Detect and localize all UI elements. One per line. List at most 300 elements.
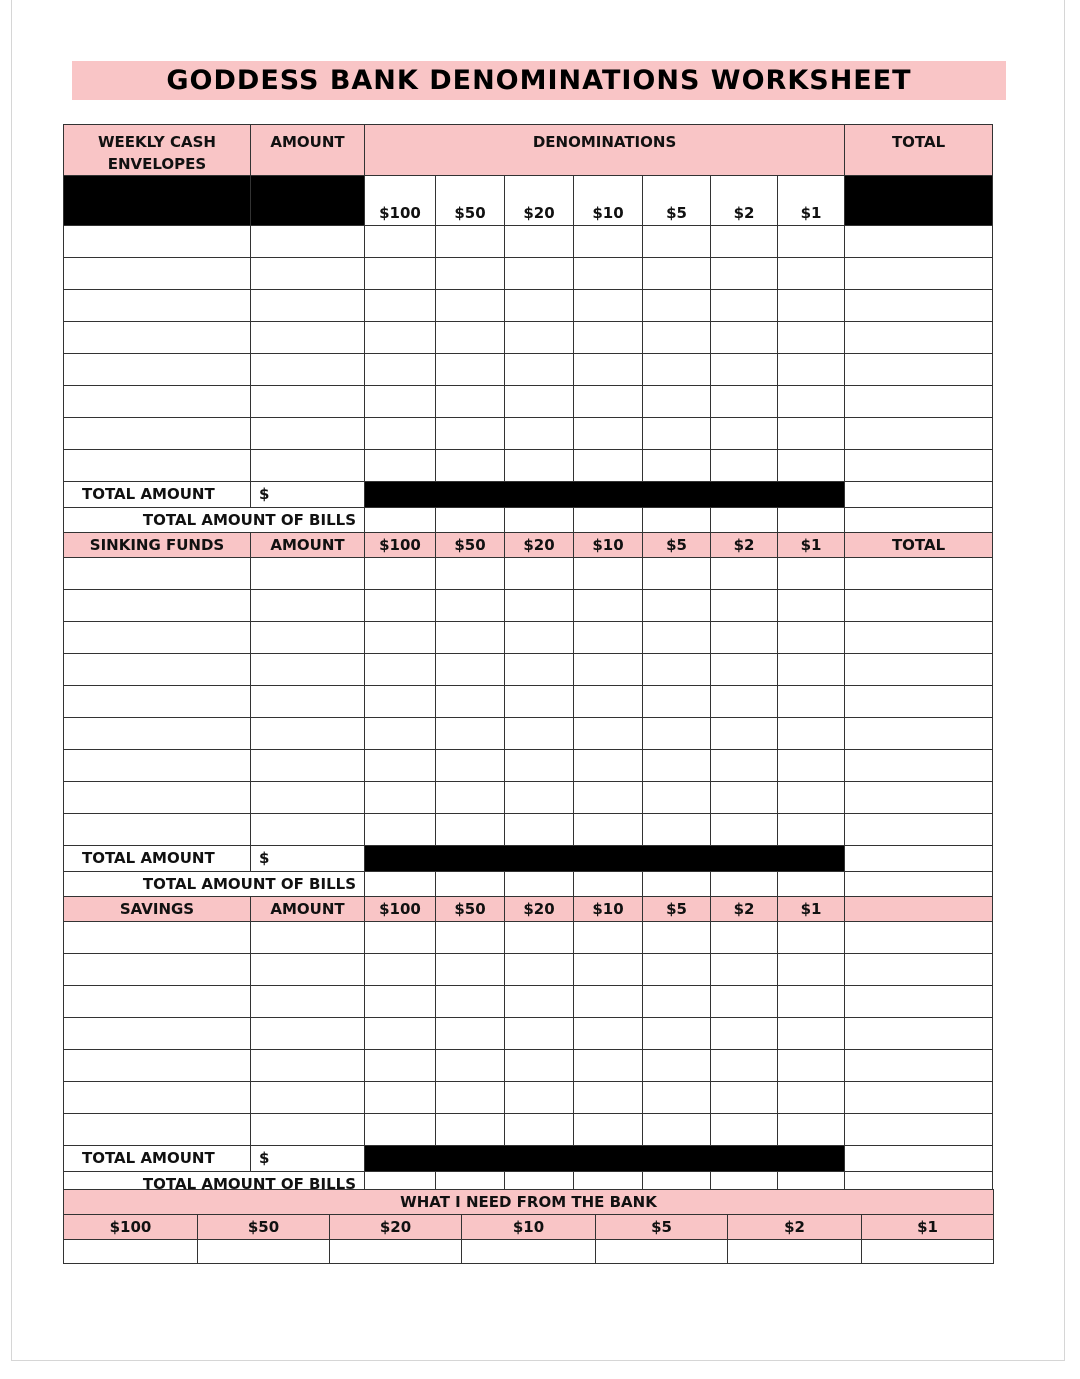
- weekly-entry-cell[interactable]: [251, 450, 365, 482]
- sinking-entry-cell[interactable]: [365, 654, 436, 686]
- savings-entry-cell[interactable]: [64, 1018, 251, 1050]
- sinking-entry-cell[interactable]: [505, 750, 574, 782]
- savings-total-amount-input[interactable]: $: [251, 1146, 365, 1172]
- weekly-entry-cell[interactable]: [711, 386, 778, 418]
- savings-entry-cell[interactable]: [711, 986, 778, 1018]
- sinking-entry-cell[interactable]: [64, 718, 251, 750]
- sinking-entry-cell[interactable]: [365, 750, 436, 782]
- sinking-entry-cell[interactable]: [64, 654, 251, 686]
- weekly-entry-cell[interactable]: [251, 290, 365, 322]
- sinking-entry-cell[interactable]: [505, 558, 574, 590]
- savings-entry-cell[interactable]: [574, 922, 643, 954]
- sinking-entry-cell[interactable]: [711, 814, 778, 846]
- sinking-entry-cell[interactable]: [436, 558, 505, 590]
- weekly-entry-cell[interactable]: [365, 258, 436, 290]
- bill-count-cell[interactable]: [365, 872, 436, 897]
- savings-entry-row: [64, 1018, 993, 1050]
- weekly-entry-cell[interactable]: [505, 258, 574, 290]
- savings-entry-cell[interactable]: [643, 1114, 711, 1146]
- sinking-entry-cell[interactable]: [436, 654, 505, 686]
- weekly-entry-cell[interactable]: [574, 258, 643, 290]
- sinking-entry-cell[interactable]: [436, 622, 505, 654]
- weekly-entry-cell[interactable]: [436, 322, 505, 354]
- weekly-entry-cell[interactable]: [64, 386, 251, 418]
- weekly-entry-cell[interactable]: [711, 418, 778, 450]
- weekly-entry-cell[interactable]: [436, 386, 505, 418]
- weekly-total-amount-input[interactable]: $: [251, 482, 365, 508]
- sinking-entry-cell[interactable]: [251, 750, 365, 782]
- weekly-entry-cell[interactable]: [64, 290, 251, 322]
- savings-entry-cell[interactable]: [505, 1050, 574, 1082]
- bank-need-cell[interactable]: [596, 1240, 728, 1264]
- sinking-entry-cell[interactable]: [778, 750, 845, 782]
- weekly-entry-cell[interactable]: [643, 386, 711, 418]
- weekly-entry-cell[interactable]: [251, 322, 365, 354]
- denominations-grid: [63, 124, 993, 1197]
- bill-count-cell[interactable]: [711, 872, 778, 897]
- weekly-entry-cell[interactable]: [365, 386, 436, 418]
- denom-header: $20: [505, 533, 574, 558]
- savings-entry-cell[interactable]: [845, 954, 993, 986]
- weekly-entry-cell[interactable]: [64, 226, 251, 258]
- weekly-envelopes-header: [64, 125, 251, 176]
- bill-count-cell[interactable]: [574, 872, 643, 897]
- savings-entry-cell[interactable]: [574, 1114, 643, 1146]
- savings-entry-cell[interactable]: [365, 954, 436, 986]
- savings-entry-cell[interactable]: [251, 1114, 365, 1146]
- sinking-entry-cell[interactable]: [436, 814, 505, 846]
- sinking-entry-cell[interactable]: [643, 654, 711, 686]
- bank-need-cell[interactable]: [728, 1240, 862, 1264]
- bill-count-cell[interactable]: [643, 508, 711, 533]
- weekly-entry-row: [64, 450, 993, 482]
- bank-need-cell[interactable]: [862, 1240, 994, 1264]
- sinking-entry-cell[interactable]: [505, 622, 574, 654]
- savings-total-bills-label: TOTAL AMOUNT OF BILLS: [64, 1172, 365, 1197]
- sinking-entry-cell[interactable]: [436, 750, 505, 782]
- savings-entry-cell[interactable]: [778, 1050, 845, 1082]
- sinking-entry-cell[interactable]: [711, 782, 778, 814]
- savings-entry-cell[interactable]: [778, 1018, 845, 1050]
- savings-entry-cell[interactable]: [251, 954, 365, 986]
- sinking-entry-cell[interactable]: [365, 558, 436, 590]
- weekly-entry-cell[interactable]: [574, 322, 643, 354]
- savings-entry-cell[interactable]: [365, 1114, 436, 1146]
- savings-entry-cell[interactable]: [643, 1018, 711, 1050]
- savings-entry-cell[interactable]: [574, 1082, 643, 1114]
- weekly-entry-row: [64, 258, 993, 290]
- sinking-total-amount-input[interactable]: $: [251, 846, 365, 872]
- savings-entry-cell[interactable]: [64, 986, 251, 1018]
- savings-entry-cell[interactable]: [845, 1018, 993, 1050]
- bill-count-cell[interactable]: [778, 872, 845, 897]
- denom-header: $50: [436, 533, 505, 558]
- weekly-entry-cell[interactable]: [643, 418, 711, 450]
- weekly-entry-cell[interactable]: [845, 322, 993, 354]
- sinking-entry-cell[interactable]: [778, 590, 845, 622]
- savings-entry-cell[interactable]: [64, 1082, 251, 1114]
- sinking-entry-cell[interactable]: [505, 590, 574, 622]
- savings-entry-cell[interactable]: [778, 954, 845, 986]
- weekly-entry-cell[interactable]: [365, 226, 436, 258]
- savings-entry-cell[interactable]: [574, 1050, 643, 1082]
- sinking-entry-cell[interactable]: [64, 622, 251, 654]
- weekly-entry-cell[interactable]: [711, 322, 778, 354]
- weekly-entry-row: [64, 290, 993, 322]
- savings-entry-cell[interactable]: [251, 1082, 365, 1114]
- sinking-entry-cell[interactable]: [365, 782, 436, 814]
- weekly-entry-cell[interactable]: [643, 354, 711, 386]
- weekly-entry-cell[interactable]: [365, 322, 436, 354]
- black-header-cell: [845, 176, 993, 226]
- black-header-cell: [64, 176, 251, 226]
- weekly-entry-cell[interactable]: [64, 450, 251, 482]
- sinking-entry-cell[interactable]: [251, 590, 365, 622]
- weekly-entry-cell[interactable]: [365, 450, 436, 482]
- savings-entry-cell[interactable]: [845, 1082, 993, 1114]
- sinking-entry-cell[interactable]: [845, 654, 993, 686]
- weekly-entry-cell[interactable]: [505, 290, 574, 322]
- savings-entry-cell[interactable]: [64, 1114, 251, 1146]
- sinking-entry-cell[interactable]: [365, 718, 436, 750]
- sinking-entry-cell[interactable]: [436, 686, 505, 718]
- savings-entry-cell[interactable]: [436, 1114, 505, 1146]
- sinking-entry-cell[interactable]: [643, 782, 711, 814]
- sinking-entry-cell[interactable]: [505, 782, 574, 814]
- sinking-entry-cell[interactable]: [845, 590, 993, 622]
- weekly-entry-cell[interactable]: [845, 418, 993, 450]
- savings-entry-cell[interactable]: [505, 1018, 574, 1050]
- sinking-entry-cell[interactable]: [574, 718, 643, 750]
- weekly-entry-cell[interactable]: [845, 258, 993, 290]
- sinking-entry-cell[interactable]: [643, 814, 711, 846]
- savings-entry-cell[interactable]: [845, 986, 993, 1018]
- sinking-entry-cell[interactable]: [778, 782, 845, 814]
- savings-entry-cell[interactable]: [778, 1114, 845, 1146]
- weekly-entry-cell[interactable]: [778, 290, 845, 322]
- sinking-entry-cell[interactable]: [778, 718, 845, 750]
- savings-entry-cell[interactable]: [643, 922, 711, 954]
- weekly-entry-cell[interactable]: [436, 226, 505, 258]
- weekly-entry-cell[interactable]: [64, 322, 251, 354]
- weekly-entry-cell[interactable]: [251, 354, 365, 386]
- weekly-entry-row: [64, 418, 993, 450]
- savings-entry-cell[interactable]: [778, 1082, 845, 1114]
- savings-entry-cell[interactable]: [845, 922, 993, 954]
- sinking-entry-cell[interactable]: [251, 654, 365, 686]
- weekly-entry-cell[interactable]: [711, 354, 778, 386]
- bill-count-cell[interactable]: [778, 508, 845, 533]
- weekly-entry-cell[interactable]: [505, 386, 574, 418]
- bill-count-cell[interactable]: [711, 508, 778, 533]
- black-bar: [365, 846, 845, 872]
- sinking-entry-cell[interactable]: [643, 590, 711, 622]
- weekly-entry-row: [64, 322, 993, 354]
- weekly-total-bills-label: TOTAL AMOUNT OF BILLS: [64, 508, 365, 533]
- sinking-entry-cell[interactable]: [845, 782, 993, 814]
- savings-entry-cell[interactable]: [845, 1050, 993, 1082]
- savings-entry-cell[interactable]: [251, 922, 365, 954]
- sinking-entry-cell[interactable]: [64, 750, 251, 782]
- sinking-entry-cell[interactable]: [711, 558, 778, 590]
- sinking-entry-cell[interactable]: [778, 814, 845, 846]
- sinking-entry-cell[interactable]: [778, 558, 845, 590]
- weekly-entry-cell[interactable]: [505, 354, 574, 386]
- sinking-entry-cell[interactable]: [643, 750, 711, 782]
- sinking-entry-cell[interactable]: [778, 622, 845, 654]
- weekly-entry-cell[interactable]: [845, 386, 993, 418]
- weekly-entry-row: [64, 386, 993, 418]
- sinking-entry-row: [64, 814, 993, 846]
- sinking-entry-cell[interactable]: [365, 686, 436, 718]
- sinking-entry-cell[interactable]: [365, 814, 436, 846]
- sinking-entry-cell[interactable]: [845, 558, 993, 590]
- savings-entry-cell[interactable]: [643, 1050, 711, 1082]
- savings-entry-cell[interactable]: [365, 922, 436, 954]
- sinking-total-cell[interactable]: [845, 846, 993, 872]
- savings-entry-cell[interactable]: [64, 922, 251, 954]
- bank-need-cell[interactable]: [330, 1240, 462, 1264]
- sinking-entry-cell[interactable]: [711, 590, 778, 622]
- sinking-entry-cell[interactable]: [505, 686, 574, 718]
- savings-entry-cell[interactable]: [711, 1018, 778, 1050]
- sinking-entry-cell[interactable]: [505, 654, 574, 686]
- sinking-entry-cell[interactable]: [251, 686, 365, 718]
- bank-need-cell[interactable]: [198, 1240, 330, 1264]
- savings-entry-cell[interactable]: [505, 1082, 574, 1114]
- savings-entry-cell[interactable]: [711, 1082, 778, 1114]
- savings-entry-cell[interactable]: [436, 954, 505, 986]
- weekly-entry-cell[interactable]: [574, 386, 643, 418]
- savings-entry-cell[interactable]: [64, 1050, 251, 1082]
- weekly-entry-cell[interactable]: [574, 418, 643, 450]
- weekly-entry-row: [64, 354, 993, 386]
- weekly-entry-cell[interactable]: [574, 450, 643, 482]
- savings-entry-cell[interactable]: [643, 954, 711, 986]
- weekly-entry-cell[interactable]: [845, 226, 993, 258]
- sinking-entry-cell[interactable]: [64, 782, 251, 814]
- weekly-entry-cell[interactable]: [574, 354, 643, 386]
- weekly-entry-cell[interactable]: [64, 354, 251, 386]
- sinking-entry-cell[interactable]: [365, 622, 436, 654]
- weekly-entry-cell[interactable]: [711, 290, 778, 322]
- sinking-entry-cell[interactable]: [574, 750, 643, 782]
- weekly-entry-cell[interactable]: [64, 258, 251, 290]
- bill-count-cell[interactable]: [845, 508, 993, 533]
- weekly-entry-cell[interactable]: [64, 418, 251, 450]
- sinking-entry-cell[interactable]: [251, 718, 365, 750]
- sinking-entry-cell[interactable]: [711, 750, 778, 782]
- savings-entry-cell[interactable]: [436, 1018, 505, 1050]
- savings-entry-cell[interactable]: [365, 1082, 436, 1114]
- bank-need-cell[interactable]: [462, 1240, 596, 1264]
- bill-count-cell[interactable]: [365, 508, 436, 533]
- sinking-entry-cell[interactable]: [643, 558, 711, 590]
- weekly-label-line1: WEEKLY CASH: [98, 133, 216, 151]
- savings-entry-cell[interactable]: [436, 922, 505, 954]
- savings-entry-cell[interactable]: [251, 1018, 365, 1050]
- sinking-entry-cell[interactable]: [778, 686, 845, 718]
- sinking-entry-cell[interactable]: [64, 558, 251, 590]
- denom-header: $2: [711, 897, 778, 922]
- bank-denom-header: $5: [596, 1215, 728, 1240]
- sinking-entry-cell[interactable]: [574, 622, 643, 654]
- savings-entry-cell[interactable]: [365, 1018, 436, 1050]
- weekly-entry-cell[interactable]: [845, 450, 993, 482]
- savings-entry-cell[interactable]: [845, 1114, 993, 1146]
- sinking-entry-cell[interactable]: [711, 654, 778, 686]
- weekly-entry-cell[interactable]: [505, 226, 574, 258]
- weekly-entry-cell[interactable]: [711, 226, 778, 258]
- sinking-entry-cell[interactable]: [845, 814, 993, 846]
- denom-header: $5: [643, 897, 711, 922]
- sinking-entry-cell[interactable]: [574, 782, 643, 814]
- sinking-entry-cell[interactable]: [436, 782, 505, 814]
- savings-entry-cell[interactable]: [711, 1114, 778, 1146]
- savings-entry-cell[interactable]: [711, 1050, 778, 1082]
- sinking-entry-cell[interactable]: [643, 686, 711, 718]
- sinking-entry-row: [64, 590, 993, 622]
- sinking-entry-cell[interactable]: [365, 590, 436, 622]
- sinking-entry-cell[interactable]: [574, 590, 643, 622]
- weekly-entry-cell[interactable]: [251, 258, 365, 290]
- sinking-entry-cell[interactable]: [643, 622, 711, 654]
- savings-entry-cell[interactable]: [643, 986, 711, 1018]
- sinking-entry-row: [64, 782, 993, 814]
- sinking-entry-cell[interactable]: [574, 814, 643, 846]
- weekly-entry-cell[interactable]: [643, 450, 711, 482]
- sinking-entry-cell[interactable]: [711, 622, 778, 654]
- sinking-entry-row: [64, 750, 993, 782]
- weekly-total-cell[interactable]: [845, 482, 993, 508]
- savings-entry-cell[interactable]: [251, 986, 365, 1018]
- sinking-entry-cell[interactable]: [845, 686, 993, 718]
- sinking-entry-cell[interactable]: [574, 654, 643, 686]
- weekly-entry-cell[interactable]: [574, 290, 643, 322]
- weekly-entry-cell[interactable]: [505, 322, 574, 354]
- sinking-entry-cell[interactable]: [711, 718, 778, 750]
- sinking-entry-cell[interactable]: [574, 558, 643, 590]
- weekly-entry-cell[interactable]: [643, 258, 711, 290]
- weekly-entry-cell[interactable]: [778, 386, 845, 418]
- savings-entry-cell[interactable]: [778, 922, 845, 954]
- weekly-entry-cell[interactable]: [505, 418, 574, 450]
- sinking-entry-cell[interactable]: [64, 590, 251, 622]
- savings-entry-cell[interactable]: [574, 986, 643, 1018]
- weekly-entry-cell[interactable]: [778, 226, 845, 258]
- weekly-entry-cell[interactable]: [436, 418, 505, 450]
- bill-count-cell[interactable]: [643, 872, 711, 897]
- weekly-entry-cell[interactable]: [643, 322, 711, 354]
- weekly-entry-cell[interactable]: [643, 290, 711, 322]
- weekly-entry-cell[interactable]: [251, 226, 365, 258]
- bank-need-cell[interactable]: [64, 1240, 198, 1264]
- weekly-entry-cell[interactable]: [574, 226, 643, 258]
- weekly-entry-cell[interactable]: [505, 450, 574, 482]
- weekly-entry-cell[interactable]: [778, 450, 845, 482]
- savings-entry-cell[interactable]: [436, 1082, 505, 1114]
- weekly-entry-cell[interactable]: [711, 450, 778, 482]
- sinking-entry-row: [64, 686, 993, 718]
- weekly-entry-cell[interactable]: [643, 226, 711, 258]
- weekly-entry-cell[interactable]: [778, 322, 845, 354]
- savings-entry-cell[interactable]: [64, 954, 251, 986]
- sinking-entry-cell[interactable]: [251, 814, 365, 846]
- savings-entry-cell[interactable]: [643, 1082, 711, 1114]
- weekly-entry-cell[interactable]: [365, 290, 436, 322]
- bill-count-cell[interactable]: [505, 508, 574, 533]
- bill-count-cell[interactable]: [436, 872, 505, 897]
- savings-entry-cell[interactable]: [505, 922, 574, 954]
- savings-entry-cell[interactable]: [778, 986, 845, 1018]
- weekly-entry-cell[interactable]: [251, 418, 365, 450]
- sinking-entry-cell[interactable]: [845, 750, 993, 782]
- weekly-entry-cell[interactable]: [251, 386, 365, 418]
- bill-count-cell[interactable]: [505, 872, 574, 897]
- sinking-entry-cell[interactable]: [251, 622, 365, 654]
- savings-entry-cell[interactable]: [436, 1050, 505, 1082]
- weekly-entry-cell[interactable]: [436, 290, 505, 322]
- weekly-entry-cell[interactable]: [365, 354, 436, 386]
- weekly-entry-cell[interactable]: [436, 258, 505, 290]
- sinking-entry-cell[interactable]: [505, 718, 574, 750]
- weekly-entry-cell[interactable]: [845, 354, 993, 386]
- sinking-entry-cell[interactable]: [64, 814, 251, 846]
- sinking-entry-cell[interactable]: [505, 814, 574, 846]
- weekly-entry-cell[interactable]: [845, 290, 993, 322]
- savings-total-cell[interactable]: [845, 1146, 993, 1172]
- weekly-entry-cell[interactable]: [778, 418, 845, 450]
- sinking-entry-cell[interactable]: [436, 590, 505, 622]
- sinking-entry-cell[interactable]: [574, 686, 643, 718]
- savings-entry-cell[interactable]: [251, 1050, 365, 1082]
- sinking-entry-cell[interactable]: [711, 686, 778, 718]
- bill-count-cell[interactable]: [436, 508, 505, 533]
- weekly-entry-cell[interactable]: [365, 418, 436, 450]
- black-bar: [365, 1146, 845, 1172]
- savings-entry-cell[interactable]: [505, 986, 574, 1018]
- sinking-entry-cell[interactable]: [643, 718, 711, 750]
- sinking-entry-cell[interactable]: [251, 558, 365, 590]
- sinking-entry-cell[interactable]: [845, 622, 993, 654]
- bill-count-cell[interactable]: [574, 508, 643, 533]
- savings-entry-cell[interactable]: [574, 954, 643, 986]
- savings-entry-cell[interactable]: [436, 986, 505, 1018]
- sinking-entry-cell[interactable]: [778, 654, 845, 686]
- weekly-entry-cell[interactable]: [711, 258, 778, 290]
- savings-entry-cell[interactable]: [505, 1114, 574, 1146]
- bill-count-cell[interactable]: [845, 872, 993, 897]
- sinking-entry-cell[interactable]: [251, 782, 365, 814]
- savings-entry-cell[interactable]: [711, 922, 778, 954]
- weekly-entry-row: [64, 226, 993, 258]
- savings-entry-cell[interactable]: [365, 1050, 436, 1082]
- savings-entry-cell[interactable]: [711, 954, 778, 986]
- savings-entry-cell[interactable]: [505, 954, 574, 986]
- bank-need-title: WHAT I NEED FROM THE BANK: [64, 1190, 994, 1215]
- sinking-entry-cell[interactable]: [436, 718, 505, 750]
- weekly-entry-cell[interactable]: [778, 258, 845, 290]
- weekly-rows: [64, 226, 993, 482]
- savings-entry-cell[interactable]: [365, 986, 436, 1018]
- weekly-entry-cell[interactable]: [436, 354, 505, 386]
- sinking-entry-cell[interactable]: [845, 718, 993, 750]
- sinking-entry-cell[interactable]: [64, 686, 251, 718]
- weekly-entry-cell[interactable]: [436, 450, 505, 482]
- savings-entry-cell[interactable]: [574, 1018, 643, 1050]
- denom-header: $10: [574, 176, 643, 226]
- weekly-entry-cell[interactable]: [778, 354, 845, 386]
